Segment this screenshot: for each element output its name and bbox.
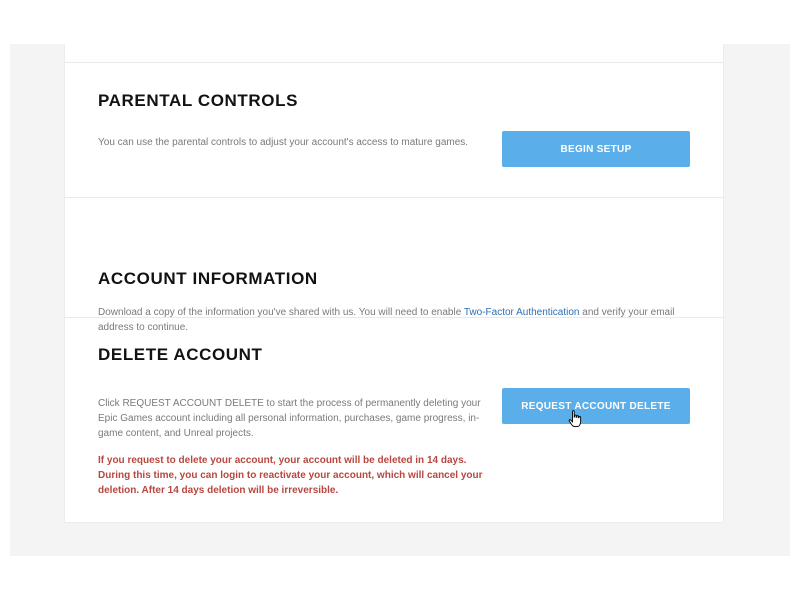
account-information-section (65, 197, 723, 333)
parental-controls-title: PARENTAL CONTROLS (98, 91, 299, 110)
two-factor-authentication-link[interactable]: Two-Factor Authentication (463, 307, 580, 318)
parental-controls-description: You can use the parental controls to adjust your account's access to mature games. (98, 137, 469, 148)
delete-account-section (65, 317, 723, 523)
account-information-text-start: Download a copy of the information you've shared with us. You will need to enable (98, 307, 464, 318)
request-account-delete-button[interactable]: REQUEST ACCOUNT DELETE (502, 388, 690, 424)
hand-pointer-icon (568, 410, 582, 428)
delete-account-warning: If you request to delete your account, your account will be deleted in 14 days. During this time, you can login to reactivate your account, which will cancel your deletion. After 14 days deletion will be irreversible. (98, 455, 483, 496)
delete-account-description: Click REQUEST ACCOUNT DELETE to start the process of permanently deleting your Epic Games account including all personal information, purchases, game progress, in-game content, and Unreal projects. (98, 398, 481, 439)
delete-account-title: DELETE ACCOUNT (98, 345, 263, 364)
begin-setup-button[interactable]: BEGIN SETUP (502, 131, 690, 167)
settings-card (64, 44, 724, 523)
account-information-text-end: and verify your email address to continue. (98, 307, 675, 333)
parental-controls-section (65, 62, 723, 199)
account-information-title: ACCOUNT INFORMATION (98, 269, 318, 288)
